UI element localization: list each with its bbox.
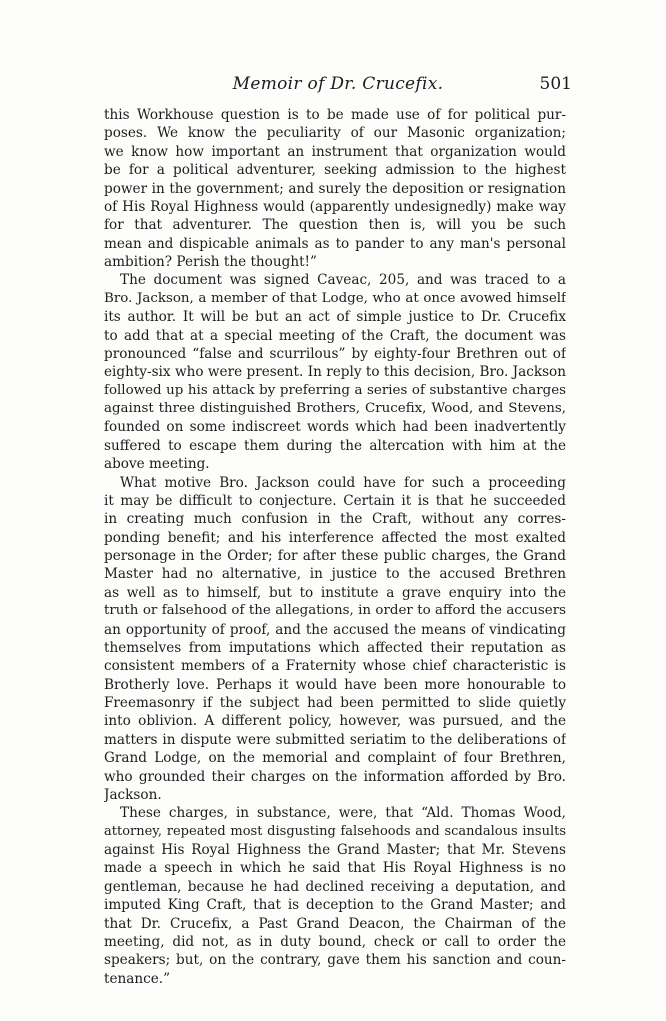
text-line: it may be difficult to conjecture. Certain it is that he succeeded [104, 492, 566, 509]
text-line: for that adventurer. The question then is, will you be such [104, 217, 566, 234]
text-line: to add that at a special meeting of the Craft, the document was [104, 327, 566, 344]
text-line: as well as to himself, but to institute a grave enquiry into the [104, 584, 566, 601]
text-line: meeting, did not, as in duty bound, check or call to order the [104, 933, 566, 950]
running-title: Memoir of Dr. Crucefix. [232, 74, 444, 94]
text-line: we know how important an instrument that organization would [104, 143, 566, 160]
text-line: its author. It will be but an act of simple justice to Dr. Crucefix [104, 309, 566, 326]
text-line: made a speech in which he said that His Royal Highness is no [104, 860, 566, 877]
text-line: founded on some indiscreet words which had been inadvertently [104, 419, 566, 436]
text-line: ponding benefit; and his interference affected the most exalted [104, 529, 566, 546]
text-line: in creating much confusion in the Craft, without any corres- [104, 511, 566, 528]
page-header [104, 74, 572, 98]
text-line: speakers; but, on the contrary, gave them his sanction and coun- [104, 952, 566, 969]
text-line: suffered to escape them during the altercation with him at the [104, 437, 566, 454]
body-text [104, 106, 566, 988]
text-line: above meeting. [104, 456, 210, 473]
text-line: gentleman, because he had declined receiving a deputation, and [104, 878, 566, 895]
text-line: who grounded their charges on the information afforded by Bro. [104, 768, 566, 785]
text-line: mean and dispicable animals as to pander to any man's personal [104, 235, 566, 252]
text-line: of His Royal Highness would (apparently undesignedly) make way [104, 198, 566, 215]
text-line: followed up his attack by preferring a series of substantive charges [104, 382, 566, 398]
text-line: against three distinguished Brothers, Crucefix, Wood, and Stevens, [104, 401, 566, 416]
text-line: consistent members of a Fraternity whose chief characteristic is [104, 658, 566, 675]
text-line: pronounced “false and scurrilous” by eighty-four Brethren out of [104, 345, 566, 362]
text-line: truth or falsehood of the allegations, in order to afford the accusers [104, 603, 566, 619]
text-line: tenance.” [104, 970, 171, 987]
text-line: into oblivion. A different policy, however, was pursued, and the [104, 713, 566, 730]
text-line: What motive Bro. Jackson could have for such a proceeding [120, 474, 566, 491]
text-line: be for a political adventurer, seeking admission to the highest [104, 162, 566, 179]
text-line: an opportunity of proof, and the accused the means of vindicating [104, 621, 566, 638]
text-line: Brotherly love. Perhaps it would have been more honourable to [104, 676, 566, 693]
text-line: this Workhouse question is to be made use of for political pur- [104, 107, 566, 123]
text-line: poses. We know the peculiarity of our Masonic organization; [104, 125, 566, 142]
text-line: Grand Lodge, on the memorial and complaint of four Brethren, [104, 750, 566, 767]
text-line: These charges, in substance, were, that “Ald. Thomas Wood, [120, 805, 566, 822]
text-line: that Dr. Crucefix, a Past Grand Deacon, the Chairman of the [104, 915, 566, 932]
text-line: Master had no alternative, in justice to the accused Brethren [104, 566, 566, 583]
text-line: matters in dispute were submitted seriatim to the deliberations of [104, 731, 566, 748]
text-line: ambition? Perish the thought!” [104, 254, 317, 270]
text-line: Freemasonry if the subject had been permitted to slide quietly [104, 695, 566, 711]
text-line: eighty-six who were present. In reply to this decision, Bro. Jackson [104, 364, 566, 381]
text-line: imputed King Craft, that is deception to the Grand Master; and [104, 897, 566, 914]
text-line: personage in the Order; for after these public charges, the Grand [104, 548, 566, 564]
page-number: 501 [539, 74, 572, 94]
text-line: Bro. Jackson, a member of that Lodge, who at once avowed himself [104, 290, 566, 306]
text-line: themselves from imputations which affected their reputation as [104, 639, 566, 656]
text-line: Jackson. [104, 786, 162, 803]
text-line: attorney, repeated most disgusting falsehoods and scandalous insults [104, 823, 566, 839]
text-line: power in the government; and surely the deposition or resignation [104, 180, 566, 197]
text-line: against His Royal Highness the Grand Master; that Mr. Stevens [104, 842, 566, 858]
text-line: The document was signed Caveac, 205, and was traced to a [120, 272, 566, 289]
